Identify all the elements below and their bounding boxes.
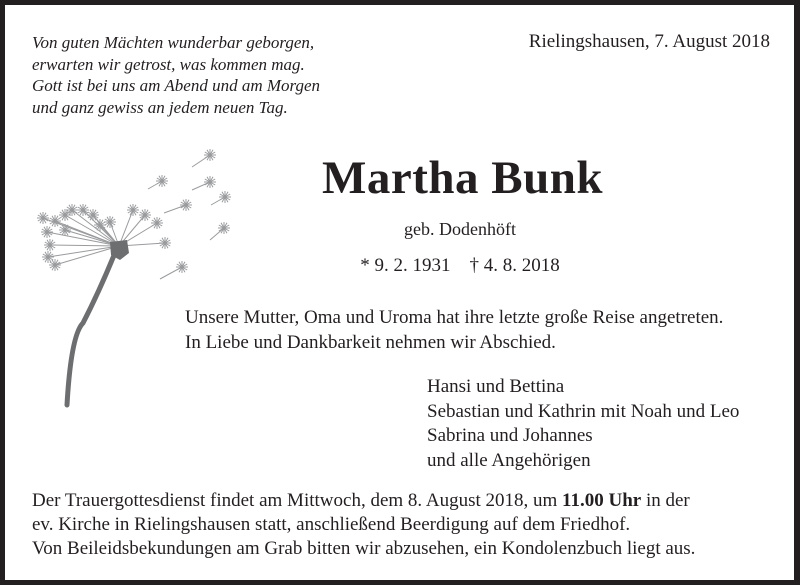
- message-line: Unsere Mutter, Oma und Uroma hat ihre letzte große Reise angetreten.: [185, 307, 724, 328]
- birth-date: * 9. 2. 1931: [360, 255, 451, 276]
- poem-line: erwarten wir getrost, was kommen mag.: [32, 54, 305, 74]
- service-text: Der Trauergottesdienst findet am Mittwoch, dem 8. August 2018, um: [32, 490, 563, 511]
- life-dates: [5, 255, 800, 277]
- message-line: In Liebe und Dankbarkeit nehmen wir Abschied.: [185, 332, 556, 353]
- service-time: 11.00 Uhr: [562, 490, 642, 511]
- birth-name: geb. Dodenhöft: [404, 219, 516, 239]
- service-line: ev. Kirche in Rielingshausen statt, anschließend Beerdigung auf dem Friedhof.: [32, 514, 631, 535]
- poem: [32, 32, 320, 118]
- poem-line: Gott ist bei uns am Abend und am Morgen: [32, 76, 321, 95]
- deceased-name: Martha Bunk: [321, 152, 604, 204]
- service-line: [32, 489, 695, 513]
- obituary-notice: [5, 5, 794, 580]
- poem-line: Von guten Mächten wunderbar geborgen,: [32, 33, 315, 52]
- mourner: Sabrina und Johannes: [427, 425, 593, 446]
- message: [185, 305, 723, 355]
- mourner: und alle Angehörigen: [427, 449, 591, 471]
- service-info: [32, 489, 695, 561]
- place-date: Rielingshausen, 7. August 2018: [528, 31, 770, 52]
- mourner: Sebastian und Kathrin mit Noah und Leo: [427, 400, 740, 422]
- mourner: Hansi und Bettina: [427, 376, 565, 397]
- poem-line: und ganz gewiss an jedem neuen Tag.: [32, 97, 288, 117]
- service-line: Von Beileidsbekundungen am Grab bitten wir abzusehen, ein Kondolenzbuch liegt aus.: [32, 538, 696, 559]
- service-text: in der: [641, 490, 690, 511]
- death-date: † 4. 8. 2018: [469, 255, 560, 276]
- mourners-list: [427, 375, 739, 473]
